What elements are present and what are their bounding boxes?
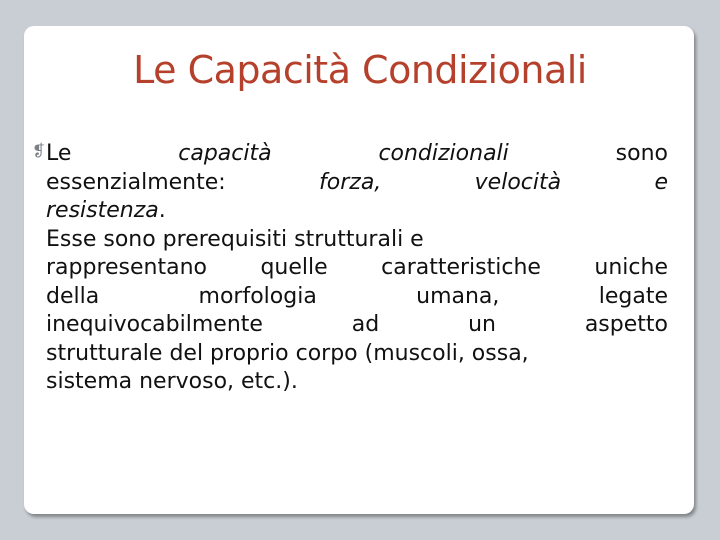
text-line-6 bbox=[46, 283, 668, 312]
slide-paragraph bbox=[46, 140, 668, 397]
word: aspetto bbox=[584, 312, 668, 337]
word: Le bbox=[46, 141, 72, 166]
word: legate bbox=[598, 283, 668, 309]
text-line-8: strutturale del proprio corpo (muscoli, ossa, bbox=[46, 340, 529, 366]
text-line-3 bbox=[46, 197, 668, 226]
text-line-1 bbox=[46, 140, 668, 169]
bullet-glyph-icon: ❡ bbox=[32, 141, 46, 160]
text-line-9: sistema nervoso, etc.). bbox=[46, 369, 298, 394]
word: morfologia bbox=[198, 283, 317, 309]
slide-title: Le Capacità Condizionali bbox=[133, 48, 587, 92]
word: condizionali bbox=[378, 141, 509, 166]
word: umana, bbox=[416, 283, 500, 309]
word: un bbox=[468, 312, 496, 337]
word: della bbox=[46, 283, 100, 309]
word: forza, bbox=[319, 169, 382, 195]
word: sono bbox=[615, 141, 668, 166]
text-line-2 bbox=[46, 169, 668, 198]
word: essenzialmente: bbox=[46, 169, 226, 195]
text-line-5 bbox=[46, 254, 668, 283]
word: velocità bbox=[474, 169, 562, 195]
word: resistenza bbox=[46, 198, 159, 223]
word: rappresentano bbox=[46, 255, 208, 280]
text-line-4: Esse sono prerequisiti strutturali e bbox=[46, 226, 424, 252]
word: quelle bbox=[260, 255, 328, 280]
text-line-7 bbox=[46, 311, 668, 340]
word: ad bbox=[351, 312, 380, 337]
word: uniche bbox=[594, 255, 668, 280]
word: inequivocabilmente bbox=[46, 312, 263, 337]
punctuation: . bbox=[158, 198, 166, 223]
word: capacità bbox=[178, 141, 272, 166]
word: e bbox=[654, 169, 668, 195]
word: caratteristiche bbox=[381, 255, 541, 280]
